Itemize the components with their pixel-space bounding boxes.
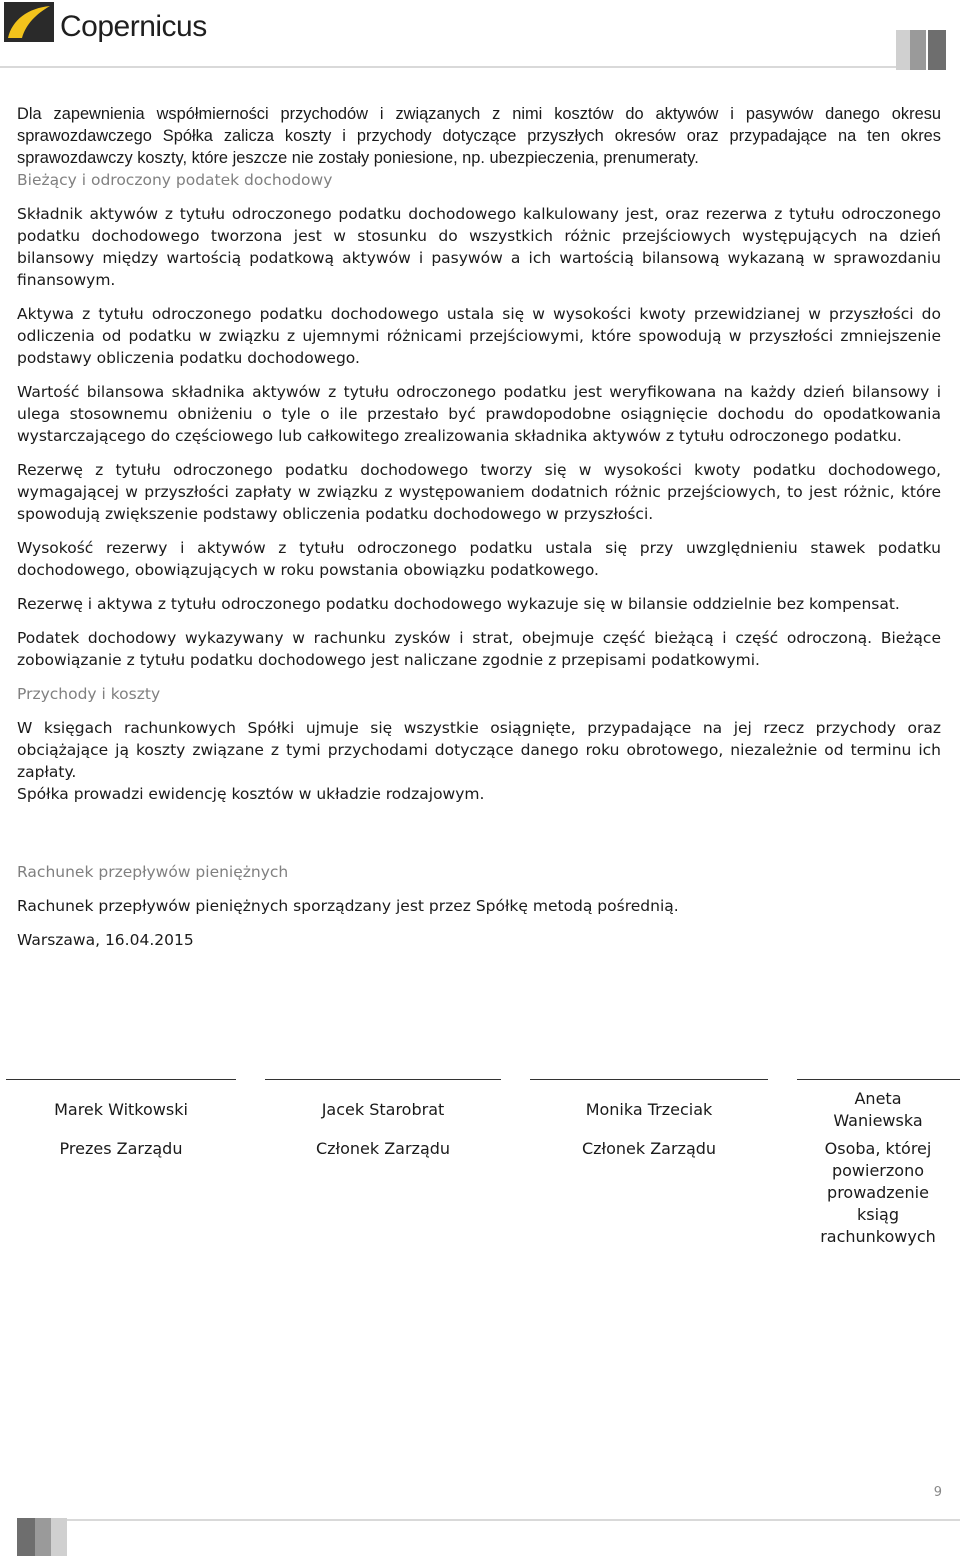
brand-name: Copernicus: [60, 10, 207, 43]
tax-paragraph-5: Wysokość rezerwy i aktywów z tytułu odroczonego podatku ustala się przy uwzględnieniu stawek podatku dochodowego, obowiązujących w roku powstania obowiązku podatkowego.: [17, 539, 941, 579]
tax-paragraph-4: Rezerwę z tytułu odroczonego podatku dochodowego tworzy się w wysokości kwoty podatku dochodowego, wymagającej w przyszłości zapłaty w związku z występowaniem dodatnich różnic przejściowych, to jest różnic, które spowodują zwiększenie podstawy obliczenia podatku dochodowego w przyszłości.: [17, 461, 941, 523]
signer-role: Członek Zarządu: [581, 1139, 717, 1158]
signature-line-2: [265, 1079, 501, 1080]
tax-paragraph-1: Składnik aktywów z tytułu odroczonego podatku dochodowego kalkulowany jest, oraz rezerwa z tytułu odroczonego podatku dochodowego tworzona jest w stosunku do wszystkich różnic przejściowych występujących na dzień bilansowy między wartością podatkową aktywów i pasywów a ich wartością bilansową wykazaną w sprawozdaniu finansowym.: [17, 205, 941, 289]
income-paragraph: W księgach rachunkowych Spółki ujmuje się wszystkie osiągnięte, przypadające na jej rzecz przychody oraz obciążające ją koszty związane z tymi przychodami dotyczące danego roku obrotowego, niezależnie od terminu ich zapłaty.: [17, 719, 941, 781]
signer-role: Osoba, której powierzono prowadzenie ksiąg rachunkowych: [820, 1139, 936, 1246]
header-decoration: [896, 30, 946, 70]
page-number: 9: [933, 1485, 942, 1500]
signer-role: Prezes Zarządu: [59, 1139, 183, 1158]
signature-line-3: [530, 1079, 768, 1080]
place-date: Warszawa, 16.04.2015: [17, 931, 194, 949]
copernicus-logo-icon: [4, 2, 54, 42]
signer-4: [808, 1088, 948, 1248]
header-rule: [0, 66, 896, 68]
signer-name: Jacek Starobrat: [321, 1100, 445, 1119]
footer-rule: [66, 1519, 960, 1521]
tax-paragraph-7: Podatek dochodowy wykazywany w rachunku zysków i strat, obejmuje część bieżącą i część odroczoną. Bieżące zobowiązanie z tytułu podatku dochodowego jest naliczane zgodnie z przepisami podatkowymi.: [17, 629, 941, 669]
tax-paragraph-2: Aktywa z tytułu odroczonego podatku dochodowego ustala się w wysokości kwoty przewidzianej w przyszłości do odliczenia od podatku w związku z ujemnymi różnicami przejściowymi, które spowodują w przyszłości zmniejszenie podstawy obliczenia podatku dochodowego.: [17, 305, 941, 367]
signature-line-4: [797, 1079, 960, 1080]
signer-name: Aneta Waniewska: [833, 1089, 923, 1130]
signer-name: Monika Trzeciak: [585, 1100, 713, 1119]
document-body: [17, 103, 941, 963]
heading-cashflow: Rachunek przepływów pieniężnych: [17, 863, 289, 881]
signer-3: [530, 1098, 768, 1160]
tax-paragraph-3: Wartość bilansowa składnika aktywów z tytułu odroczonego podatku jest weryfikowana na każdy dzień bilansowy i ulega stosownemu obniżeniu o tyle o ile przestało być prawdopodobne osiągnięcie dochodu do opodatkowania wystarczającego do częściowego lub całkowitego zrealizowania składnika aktywów z tytułu odroczonego podatku.: [17, 383, 941, 445]
income-line: Spółka prowadzi ewidencję kosztów w układzie rodzajowym.: [17, 785, 485, 803]
cashflow-paragraph: Rachunek przepływów pieniężnych sporządzany jest przez Spółkę metodą pośrednią.: [17, 897, 679, 915]
page-header: [0, 0, 960, 70]
tax-paragraph-6: Rezerwę i aktywa z tytułu odroczonego podatku dochodowego wykazuje się w bilansie oddzielnie bez kompensat.: [17, 595, 900, 613]
heading-tax: Bieżący i odroczony podatek dochodowy: [17, 171, 333, 189]
signer-role: Członek Zarządu: [315, 1139, 451, 1158]
footer-decoration: [17, 1518, 67, 1556]
signer-2: [265, 1098, 501, 1160]
heading-income: Przychody i koszty: [17, 685, 161, 703]
signer-1: [6, 1098, 236, 1160]
signer-name: Marek Witkowski: [54, 1100, 188, 1119]
signature-line-1: [6, 1079, 236, 1080]
intro-paragraph: Dla zapewnienia współmierności przychodów i związanych z nimi kosztów do aktywów i pasywów danego okresu sprawozdawczego Spółka zalicza koszty i przychody dotyczące przyszłych okresów oraz przypadające na ten okres sprawozdawczy koszty, które jeszcze nie zostały poniesione, np. ubezpieczenia, prenumeraty.: [17, 105, 941, 167]
